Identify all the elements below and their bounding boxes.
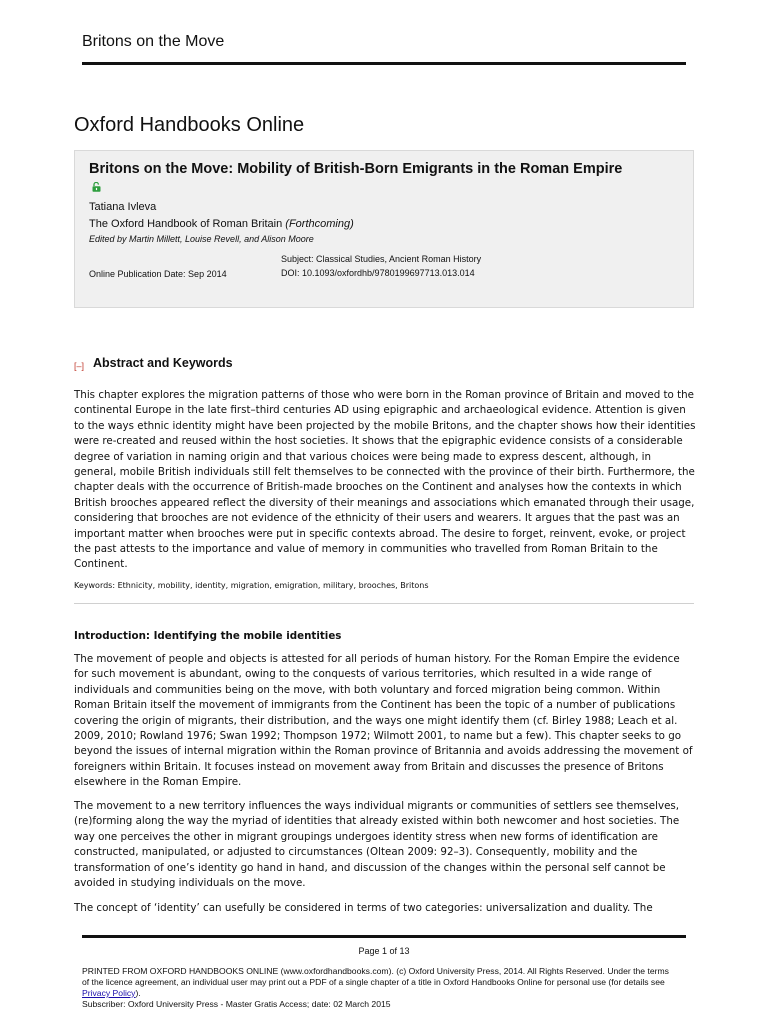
introduction-heading: Introduction: Identifying the mobile identities (74, 630, 342, 642)
chapter-metadata-box (74, 150, 694, 308)
footer-notice (82, 966, 678, 1010)
abstract-text: This chapter explores the migration patterns of those who were born in the Roman province of Britain and moved to the continental Europe in the late first–third centuries AD using epigraphic and archaeological evidence. Attention is given to the ways ethnic identity might have been projected by the mobile Britons, and the chapter shows how their identities were re-created and reused within the host societies. It shows that the epigraphic evidence consists of a considerable degree of variation in naming origin and that various choices were being made to express descent, although, in general, mobile British individuals still felt themselves to be connected with the province of their birth. Furthermore, the chapter deals with the occurrence of British-made brooches on the Continent and analyses how the contexts in which British brooches appeared reflect the diversity of their meanings and associations which emanated through their usage, considering that brooches are not evidence of the ethnicity of their users and wearers. It argues that the past was an important matter when brooches were put in specific contexts abroad. The desire to forget, reinvent, evoke, or project the past attests to the importance and value of memory in communities who travelled from Roman Britain to the Continent. (74, 389, 696, 571)
publication-date: Online Publication Date: Sep 2014 (89, 269, 227, 279)
book-title (89, 218, 354, 230)
body-paragraph: The movement of people and objects is attested for all periods of human history. For the Roman Empire the evidence for such movement is abundant, owing to the conquests of various territories, which resulted in a wide range of individuals and communities being on the move, with both voluntary and forced migration being common. Within Roman Britain itself the movement of immigrants from the Continent has been the topic of a number of publications covering the origin of migrants, their distribution, and the ways one might identify them (cf. Birley 1988; Leach et al. 2009, 2010; Rowland 1976; Swan 1992; Thompson 1972; Wilmott 2001, to name but a few). This chapter seeks to go beyond the issues of internal migration within the Roman province of Britannia and avoids addressing the movement of foreigners within Britain. It focuses instead on movement away from Britain and discusses the presence of Britons elsewhere in the Roman Empire. (74, 653, 693, 789)
subscriber-line: Subscriber: Oxford University Press - Master Gratis Access; date: 02 March 2015 (82, 999, 391, 1009)
book-name: The Oxford Handbook of Roman Britain (89, 218, 283, 230)
section-divider (74, 603, 694, 604)
editors-line: Edited by Martin Millett, Louise Revell, and Alison Moore (89, 234, 314, 244)
open-lock-icon (92, 182, 101, 192)
footer-notice-text: PRINTED FROM OXFORD HANDBOOKS ONLINE (www.oxfordhandbooks.com). (c) Oxford University Press, 2014. All Rights Reserved. Under the terms of the licence agreement, an individual user may print out a PDF of a single chapter of a title in Oxford Handbooks Online for personal use (for details see (82, 966, 669, 987)
page-number: Page 1 of 13 (358, 946, 410, 956)
author-name: Tatiana Ivleva (89, 201, 157, 213)
doi-line: DOI: 10.1093/oxfordhb/9780199697713.013.014 (281, 268, 475, 278)
book-status: (Forthcoming) (285, 218, 354, 230)
abstract-heading: Abstract and Keywords (93, 356, 233, 370)
subject-line: Subject: Classical Studies, Ancient Roman History (281, 254, 482, 264)
chapter-title: Britons on the Move: Mobility of British-Born Emigrants in the Roman Empire (89, 161, 623, 177)
privacy-policy-link[interactable]: Privacy Policy (82, 988, 136, 998)
collapse-toggle-icon[interactable]: [–] (74, 361, 85, 371)
body-paragraph: The movement to a new territory influences the ways individual migrants or communities of settlers see themselves, (re)forming along the way the myriad of identities that already existed within both newcomer and host societies. The way one perceives the other in migrant groupings undergoes identity stress when new forms of identification are constructed, manipulated, or adjusted to circumstances (Oltean 2009: 92–3). Consequently, mobility and the transformation of one’s identity go hand in hand, and discussion of the changes within the personal self cannot be avoided in studying individuals on the move. (74, 800, 680, 890)
site-title: Oxford Handbooks Online (74, 114, 305, 136)
body-paragraph: The concept of ‘identity’ can usefully be considered in terms of two categories: universalization and duality. The (74, 902, 653, 914)
keywords-line: Keywords: Ethnicity, mobility, identity, migration, emigration, military, brooches, Britons (74, 581, 429, 590)
running-header: Britons on the Move (82, 33, 225, 50)
footer-rule (82, 935, 686, 938)
header-rule (82, 62, 686, 65)
footer-notice-close: ). (135, 988, 141, 998)
